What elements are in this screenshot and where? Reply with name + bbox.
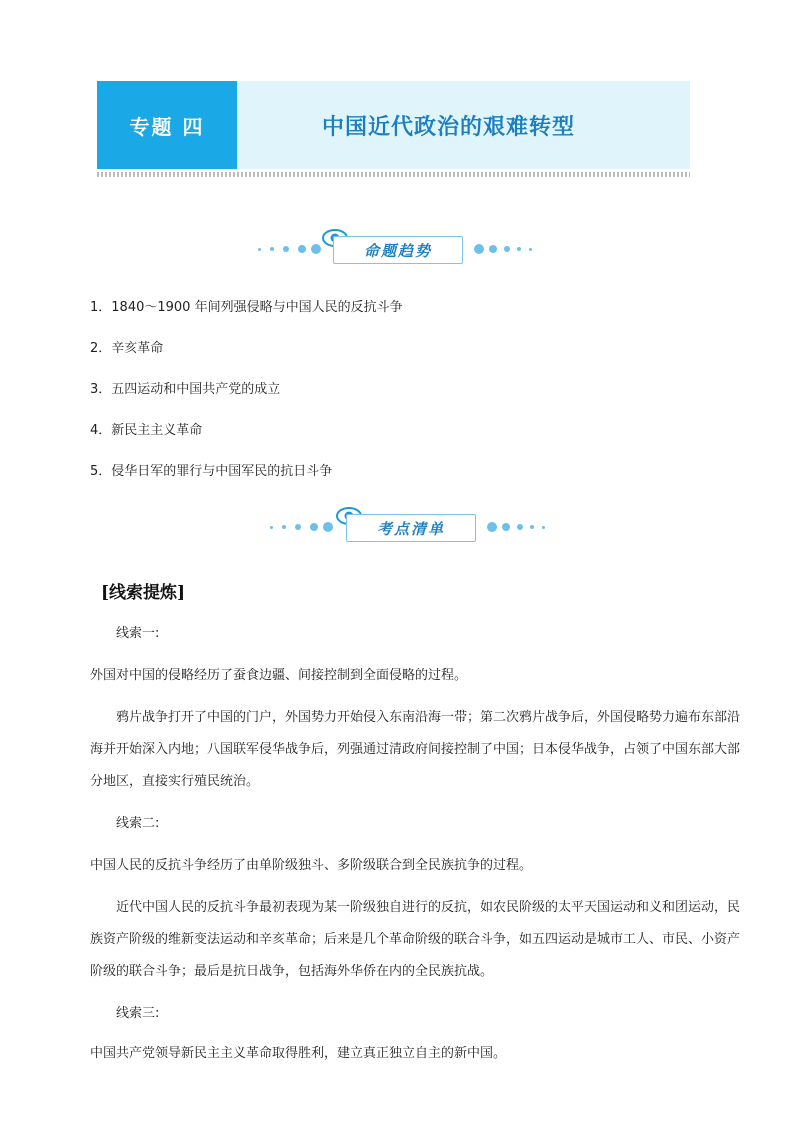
- dots-right-decoration: [474, 244, 536, 254]
- trend-item-4: 4．新民主主义革命: [90, 423, 203, 438]
- clue-2-detail: 近代中国人民的反抗斗争最初表现为某一阶级独自进行的反抗，如农民阶级的太平天国运动和义和团运动，民族资产阶级的维新变法运动和辛亥革命；后来是几个革命阶级的联合斗争，如五四运动是城市工人、市民、小资产阶级的联合斗争；最后是抗日战争，包括海外华侨在内的全民族抗战。: [90, 900, 741, 979]
- clue-2-summary: 中国人民的反抗斗争经历了由单阶级独斗、多阶级联合到全民族抗争的过程。: [90, 858, 533, 873]
- clue-2-label: 线索二:: [116, 816, 160, 831]
- section-header-trend: [0, 228, 794, 268]
- clue-1-detail: 鸦片战争打开了中国的门户，外国势力开始侵入东南沿海一带；第二次鸦片战争后，外国侵略势力遍布东部沿海并开始深入内地；八国联军侵华战争后，列强通过清政府间接控制了中国；日本侵华战争，占领了中国东部大部分地区，直接实行殖民统治。: [90, 710, 741, 789]
- clue-1-summary: 外国对中国的侵略经历了蚕食边疆、间接控制到全面侵略的过程。: [90, 668, 468, 683]
- trend-item-2: 2．辛亥革命: [90, 341, 164, 356]
- clue-3-summary: 中国共产党领导新民主主义革命取得胜利，建立真正独立自主的新中国。: [90, 1046, 507, 1061]
- section-title-trend: 命题趋势: [333, 236, 463, 264]
- topic-label: 专题 四: [97, 81, 237, 169]
- clue-3-label: 线索三:: [116, 1006, 160, 1021]
- banner-divider: [97, 172, 690, 177]
- page-title: 中国近代政治的艰难转型: [322, 113, 576, 140]
- section-title-checklist: 考点清单: [346, 514, 476, 542]
- clue-1-label: 线索一:: [116, 626, 160, 641]
- trend-item-3: 3．五四运动和中国共产党的成立: [90, 382, 281, 397]
- dots-left-decoration: [258, 244, 320, 254]
- trend-item-1: 1．1840～1900 年间列强侵略与中国人民的反抗斗争: [90, 300, 403, 315]
- topic-banner: [97, 81, 690, 169]
- dots-right-decoration: [487, 522, 549, 532]
- dots-left-decoration: [270, 522, 332, 532]
- clue-heading: [线索提炼]: [101, 583, 186, 603]
- section-header-checklist: [0, 506, 794, 546]
- trend-item-5: 5．侵华日军的罪行与中国军民的抗日斗争: [90, 464, 333, 479]
